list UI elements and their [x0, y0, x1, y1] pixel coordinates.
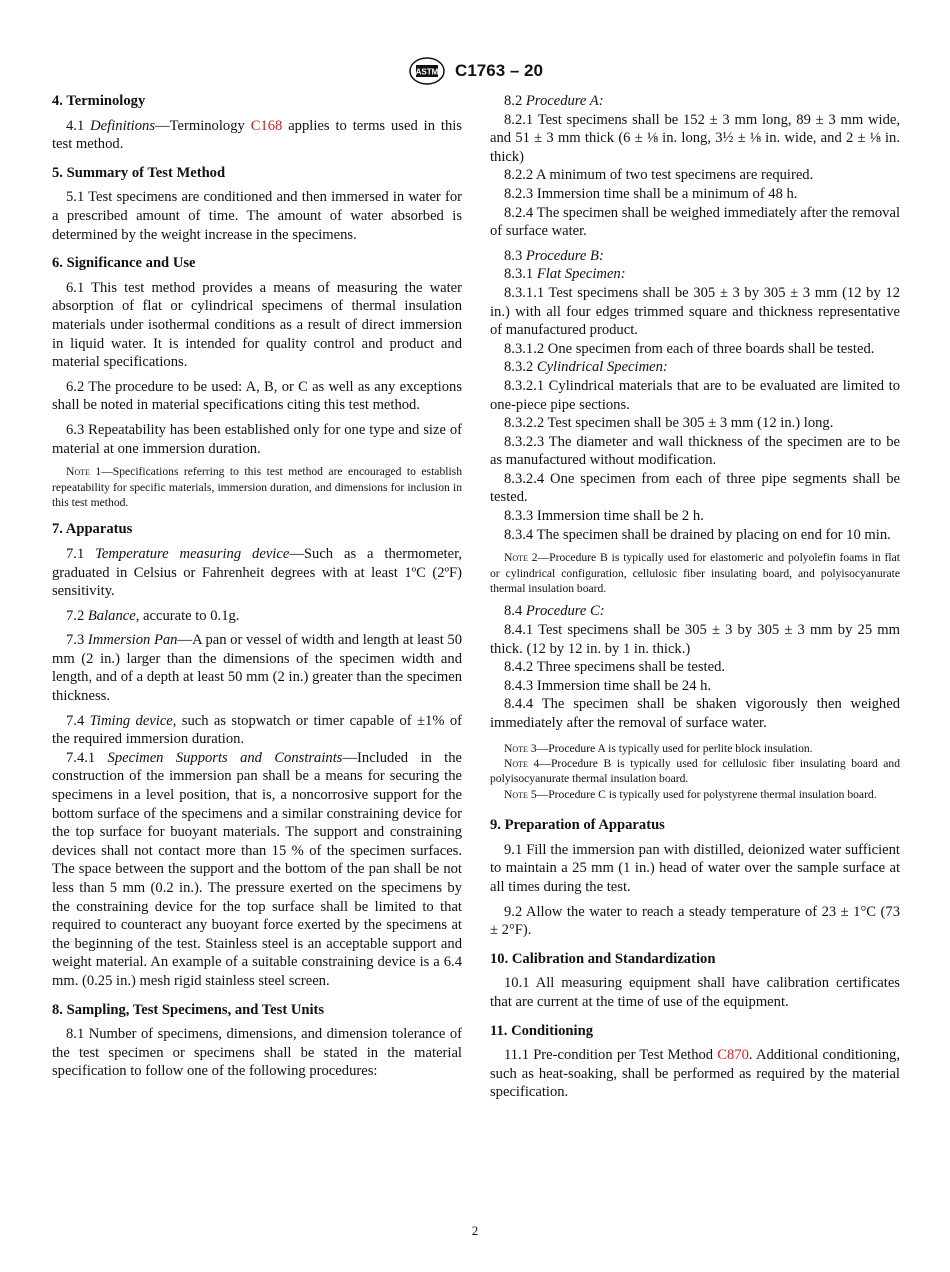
para-8-3-2-3: 8.3.2.3 The diameter and wall thickness of the specimen are to be as manufactured without modification. — [490, 433, 900, 469]
para-6-3: 6.3 Repeatability has been established only for one type and size of material at one immersion duration. — [52, 421, 462, 457]
para-7-2: 7.2 Balance, accurate to 0.1g. — [66, 607, 240, 624]
para-8-2: 8.2 Procedure A: — [504, 93, 604, 109]
para-7-1: 7.1 Temperature measuring device—Such as a thermometer, graduated in Celsius or Fahrenheit degrees with at least 1ºC (2ºF) sensitivity. — [52, 545, 463, 600]
para-8-3-2-4: 8.3.2.4 One specimen from each of three pipe segments shall be tested. — [490, 470, 900, 506]
astm-logo-icon — [407, 56, 447, 86]
link-c870[interactable]: C870 — [717, 1047, 749, 1064]
para-10-1: 10.1 All measuring equipment shall have calibration certificates that are current at the time of use of the equipment. — [490, 975, 900, 1010]
para-8-2-4: 8.2.4 The specimen shall be weighed immediately after the removal of surface water. — [490, 204, 900, 240]
note-2: Note 2—Procedure B is typically used for elastomeric and polyolefin foams in flat or cylindrical configuration, cellulosic fiber insulating board, and polyisocyanurate thermal insulation board. — [490, 551, 900, 596]
svg-text:ASTM: ASTM — [415, 67, 439, 77]
para-8-2-3: 8.2.3 Immersion time shall be a minimum of 48 h. — [504, 185, 798, 202]
para-8-2-2: 8.2.2 A minimum of two test specimens are required. — [504, 167, 814, 184]
para-7-4-1: 7.4.1 Specimen Supports and Constraints—Included in the construction of the immersion pan shall be a means for securing the specimens in a level position, that is, a noncorrosive support for the bottom surface of the specimens and a similar constraining device for the top surface for buoyant materials. The support and constraining devices shall not contact more than 15 % of the specimen surfaces. The space between the support and the bottom of the pan shall be not less than 5 mm (0.2 in.). The pressure exerted on the specimens by the constraining device for the top surface shall be limited to that required to counteract any buoyant force exerted by the specimens at the beginning of the test. Stainless steel is an acceptable support and weight material. An example of a suitable constraining device is a 6.4 mm. (0.25 in.) mesh rigid stainless steel screen. — [52, 749, 462, 989]
para-5-1: 5.1 Test specimens are conditioned and then immersed in water for a prescribed amount of time. The amount of water absorbed is determined by the weight increase in the specimens. — [52, 189, 462, 243]
right-column — [490, 92, 900, 1108]
section-8-title: 8. Sampling, Test Specimens, and Test Units — [52, 1001, 325, 1018]
left-column — [52, 92, 462, 1087]
para-4-1: 4.1 Definitions—Terminology C168 applies to terms used in this test method. — [52, 117, 462, 153]
standard-designation: C1763 – 20 — [455, 61, 543, 80]
para-6-2: 6.2 The procedure to be used: A, B, or C as well as any exceptions shall be noted in material specifications citing this test method. — [52, 378, 462, 414]
para-8-3-1: 8.3.1 Flat Specimen: — [504, 266, 626, 283]
para-6-1: 6.1 This test method provides a means of measuring the water absorption of flat or cylindrical specimens of thermal insulation materials under isothermal conditions as a result of direct immersion in liquid water. It is intended for quality control and product and material specifications. — [52, 279, 462, 371]
para-8-2-1: 8.2.1 Test specimens shall be 152 ± 3 mm long, 89 ± 3 mm wide, and 51 ± 3 mm thick (6 ± ⅛ in. long, 3½ ± ⅛ in. wide, and 2 ± ⅛ in. thick) — [490, 111, 900, 165]
section-10-title: 10. Calibration and Standardization — [490, 950, 716, 967]
link-c168[interactable]: C168 — [250, 117, 283, 134]
notes-3-5 — [490, 741, 900, 803]
para-8-4-3: 8.4.3 Immersion time shall be 24 h. — [504, 677, 712, 694]
para-8-4: 8.4 Procedure C: — [504, 603, 605, 620]
section-11-title: 11. Conditioning — [490, 1022, 594, 1039]
para-8-3-1-2: 8.3.1.2 One specimen from each of three boards shall be tested. — [504, 340, 875, 357]
para-9-2: 9.2 Allow the water to reach a steady temperature of 23 ± 1°C (73 ± 2°F). — [490, 903, 900, 939]
para-8-4-1: 8.4.1 Test specimens shall be 305 ± 3 by 305 ± 3 mm by 25 mm thick. (12 by 12 in. by 1 in. thick.) — [490, 622, 900, 657]
para-11-1: 11.1 Pre-condition per Test Method C870. Additional conditioning, such as heat-soaking, shall be performed as required by the material specification. — [490, 1047, 900, 1101]
para-8-3-2: 8.3.2 Cylindrical Specimen: — [504, 359, 668, 376]
para-9-1: 9.1 Fill the immersion pan with distilled, deionized water sufficient to maintain a 25 mm (1 in.) head of water over the sample surface at all times during the test. — [490, 841, 900, 896]
page-number: 2 — [471, 1223, 479, 1238]
note-1: Note 1—Specifications referring to this test method are encouraged to establish repeatability for specific materials, immersion duration, and dimensions for inclusion in this test method. — [52, 465, 462, 509]
para-8-3-1-1: 8.3.1.1 Test specimens shall be 305 ± 3 by 305 ± 3 mm (12 by 12 in.) with all four edges trimmed square and thickness representative of manufactured product. — [490, 284, 900, 339]
para-8-3-4: 8.3.4 The specimen shall be drained by placing on end for 10 min. — [504, 526, 891, 543]
para-7-3: 7.3 Immersion Pan—A pan or vessel of width and length at least 50 mm (2 in.) larger than the dimensions of the specimen width and length, and of a depth at least 50 mm (2 in.) greater than the specimen thickness. — [52, 632, 463, 705]
para-8-4-4: 8.4.4 The specimen shall be shaken vigorously then weighed immediately after the removal of surface water. — [490, 696, 900, 732]
para-8-3: 8.3 Procedure B: — [504, 247, 604, 264]
section-5-title: 5. Summary of Test Method — [52, 164, 226, 181]
section-4-title: 4. Terminology — [52, 93, 146, 109]
section-7-title: 7. Apparatus — [52, 521, 133, 538]
para-8-3-2-1: 8.3.2.1 Cylindrical materials that are to be evaluated are limited to one-piece pipe sections. — [490, 377, 900, 413]
para-8-4-2: 8.4.2 Three specimens shall be tested. — [504, 659, 726, 676]
para-7-4: 7.4 Timing device, such as stopwatch or timer capable of ±1% of the required immersion duration. — [52, 712, 462, 748]
note-4: Note 4—Procedure B is typically used for cellulosic fiber insulating board and polyisocyanurate thermal insulation board. — [490, 757, 901, 786]
para-8-3-3: 8.3.3 Immersion time shall be 2 h. — [504, 508, 704, 525]
note-3: Note 3—Procedure A is typically used for perlite block insulation. — [504, 741, 813, 755]
section-9-title: 9. Preparation of Apparatus — [490, 817, 665, 834]
para-8-1: 8.1 Number of specimens, dimensions, and dimension tolerance of the test specimen or specimens shall be stated in the material specification to follow one of the following procedures: — [52, 1026, 462, 1080]
section-6-title: 6. Significance and Use — [52, 255, 196, 272]
page-header — [0, 56, 950, 86]
note-5: Note 5—Procedure C is typically used for polystyrene thermal insulation board. — [504, 787, 877, 801]
para-8-3-2-2: 8.3.2.2 Test specimen shall be 305 ± 3 mm (12 in.) long. — [504, 415, 834, 432]
